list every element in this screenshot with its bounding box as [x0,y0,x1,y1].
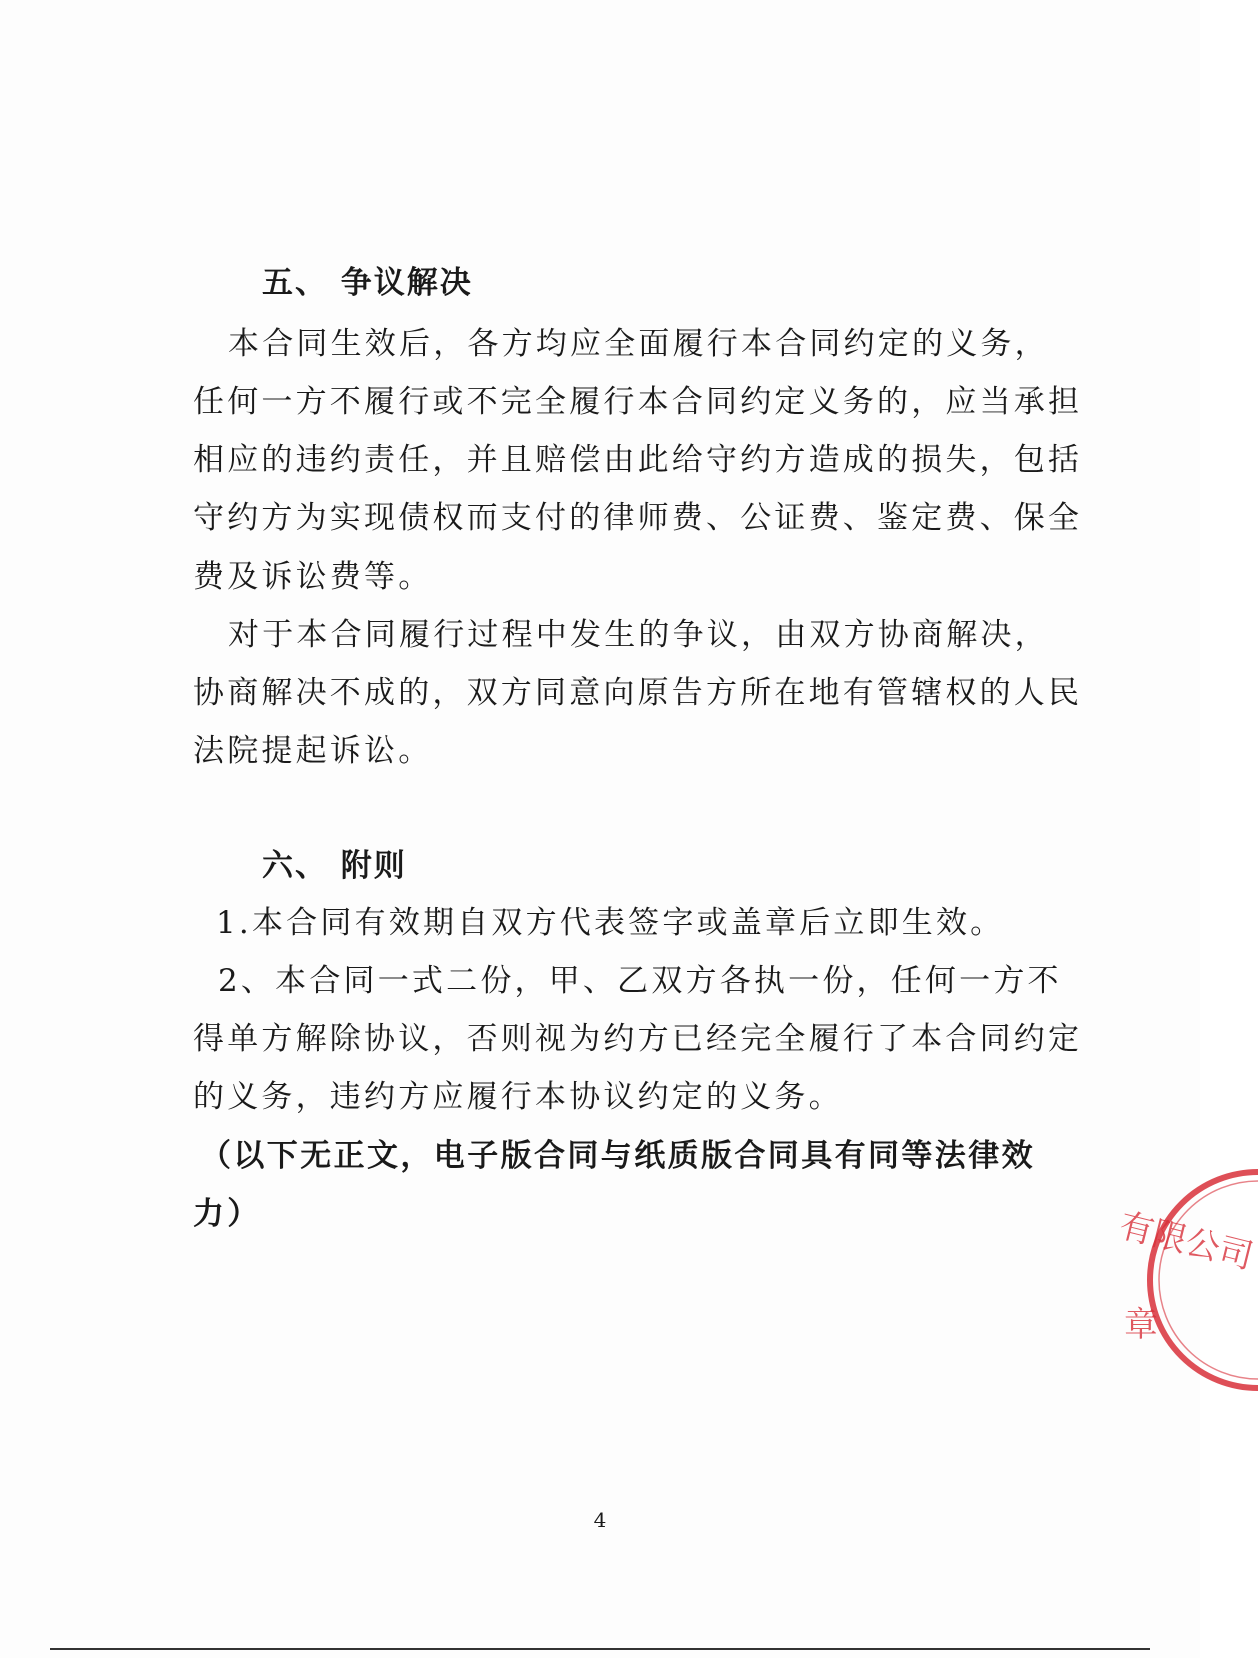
section-five-line: 对于本合同履行过程中发生的争议，由双方协商解决， [228,617,1049,653]
section-five-line: 费及诉讼费等。 [193,559,433,595]
section-five-line: 本合同生效后，各方均应全面履行本合同约定的义务， [228,326,1049,362]
section-six-line: 的义务，违约方应履行本协议约定的义务。 [193,1079,843,1115]
section-six-note-line: （以下无正文，电子版合同与纸质版合同具有同等法律效 [200,1138,1035,1174]
page-number: 4 [593,1508,607,1532]
section-five-title: 五、 争议解决 [262,265,473,301]
section-six-line: 得单方解除协议，否则视为约方已经完全履行了本合同约定 [193,1021,1083,1057]
svg-text:有限公司: 有限公司 [1115,1205,1258,1278]
section-six-note-line: 力） [193,1196,262,1232]
section-six-line: 2、本合同一式二份，甲、乙双方各执一份，任何一方不 [218,963,1062,999]
section-five-line: 协商解决不成的，双方同意向原告方所在地有管辖权的人民 [193,675,1083,711]
company-seal [1108,1160,1258,1400]
section-five-line: 守约方为实现债权而支付的律师费、公证费、鉴定费、保全 [193,500,1083,536]
section-six-title: 六、 附则 [262,848,407,884]
section-five-line: 任何一方不履行或不完全履行本合同约定义务的，应当承担 [193,384,1083,420]
section-five-line: 法院提起诉讼。 [193,733,433,769]
svg-text:章: 章 [1124,1305,1158,1345]
page-bottom-rule [50,1648,1150,1650]
section-six-line: 1.本合同有效期自双方代表签字或盖章后立即生效。 [216,905,1005,941]
section-five-line: 相应的违约责任，并且赔偿由此给守约方造成的损失，包括 [193,442,1083,478]
